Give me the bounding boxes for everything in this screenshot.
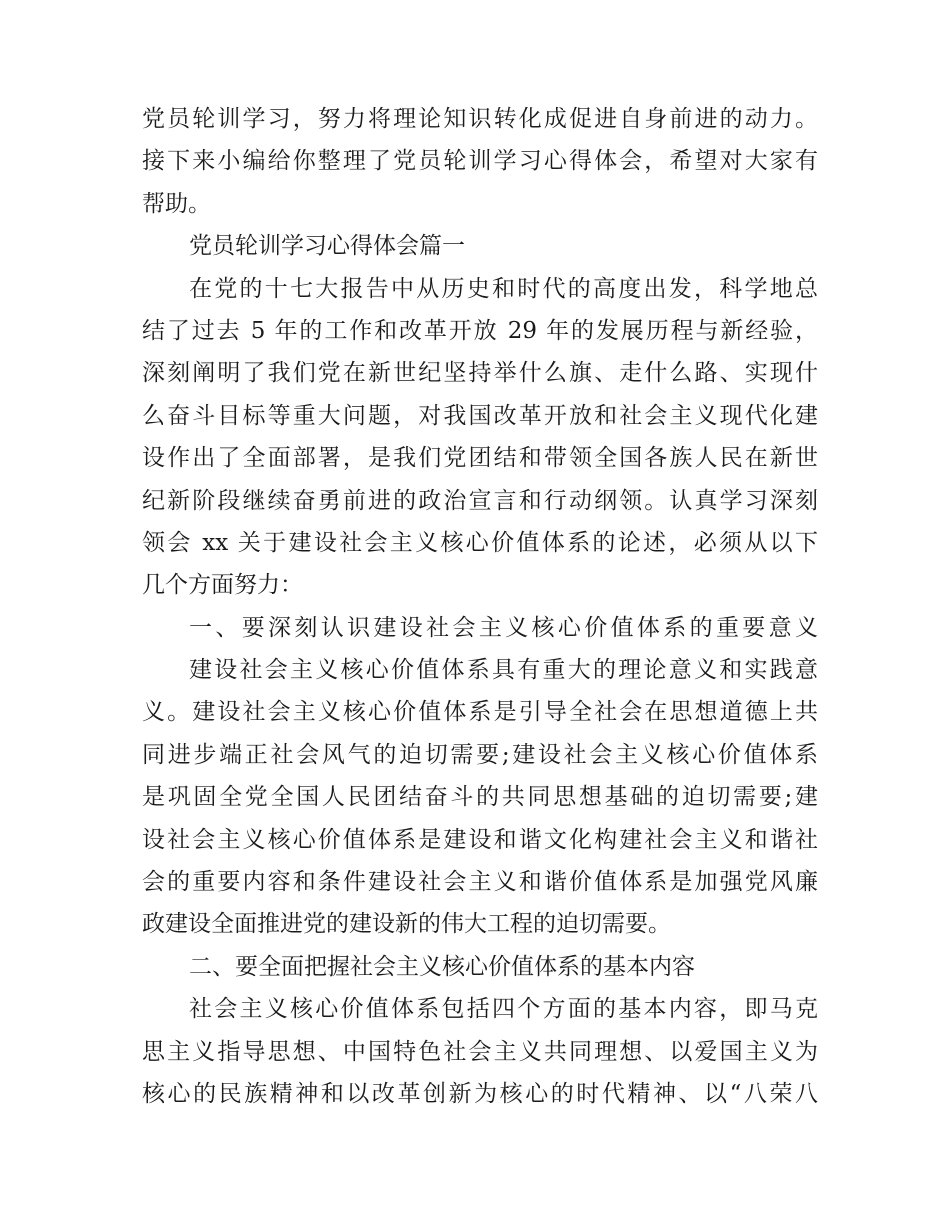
section-heading: 二、要全面把握社会主义核心价值体系的基本内容 [189,953,695,980]
text-line: 么奋斗目标等重大问题，对我国改革开放和社会主义现代化建 [142,402,818,429]
text-line: 建设社会主义核心价值体系具有重大的理论意义和实践意 [189,657,818,684]
text-line: 设社会主义核心价值体系是建设和谐文化构建社会主义和谐社 [142,826,818,853]
text-line: 核心的民族精神和以改革创新为核心的时代精神、以“八荣八 [142,1080,818,1107]
section-heading: 一、要深刻认识建设社会主义核心价值体系的重要意义 [189,614,818,641]
text-line: 同进步端正社会风气的迫切需要;建设社会主义核心价值体系 [142,741,818,768]
text-line: 纪新阶段继续奋勇前进的政治宣言和行动纲领。认真学习深刻 [142,487,818,514]
text-line: 在党的十七大报告中从历史和时代的高度出发，科学地总 [189,275,818,302]
text-line: 会的重要内容和条件建设社会主义和谐价值体系是加强党风廉 [142,869,818,896]
text-line: 思主义指导思想、中国特色社会主义共同理想、以爱国主义为 [142,1038,818,1065]
text-line: 接下来小编给你整理了党员轮训学习心得体会，希望对大家有 [142,148,818,175]
text-line: 是巩固全党全国人民团结奋斗的共同思想基础的迫切需要;建 [142,784,818,811]
text-line: 深刻阐明了我们党在新世纪坚持举什么旗、走什么路、实现什 [142,360,818,387]
section-heading: 党员轮训学习心得体会篇一 [189,233,465,260]
text-line: 党员轮训学习，努力将理论知识转化成促进自身前进的动力。 [142,106,818,132]
text-line: 结了过去 5 年的工作和改革开放 29 年的发展历程与新经验， [142,317,818,344]
text-line: 义。建设社会主义核心价值体系是引导全社会在思想道德上共 [142,699,818,726]
document-body [142,98,818,1115]
text-line: 领会 xx 关于建设社会主义核心价值体系的论述，必须从以下 [142,529,818,556]
text-line: 几个方面努力： [142,572,303,599]
text-line: 政建设全面推进党的建设新的伟大工程的迫切需要。 [142,911,671,938]
text-line: 帮助。 [142,190,211,217]
text-line: 设作出了全面部署，是我们党团结和带领全国各族人民在新世 [142,445,818,472]
text-line: 社会主义核心价值体系包括四个方面的基本内容，即马克 [189,996,818,1023]
